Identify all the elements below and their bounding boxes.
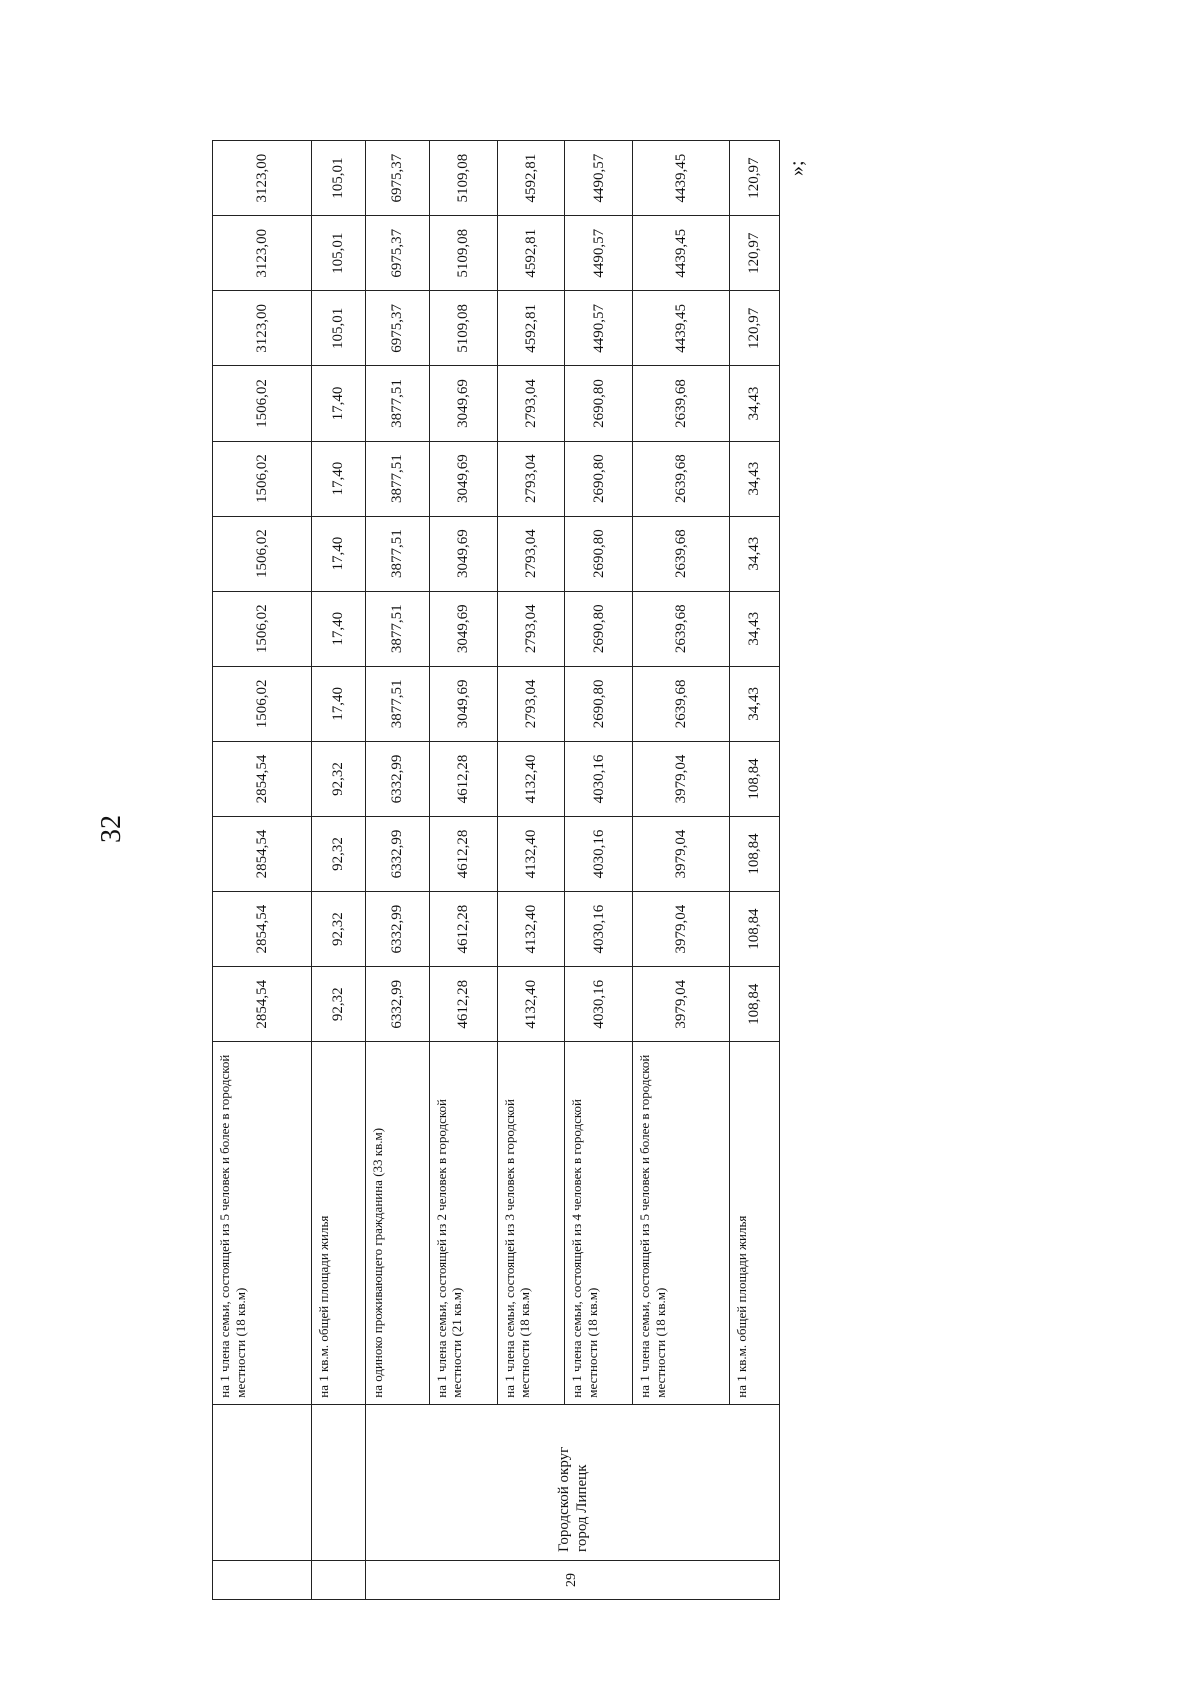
value-cell: 2639,68 [633,441,729,516]
value-cell: 105,01 [311,141,366,216]
value-cell: 2854,54 [213,892,312,967]
row-label: на 1 члена семьи, состоящей из 4 человек в городской местности (18 кв.м) [565,1042,633,1404]
value-cell: 6975,37 [366,141,429,216]
table-row [213,141,312,1600]
value-cell: 4439,45 [633,141,729,216]
value-cell: 6332,99 [366,816,429,891]
row-label: на 1 кв.м. общей площади жилья [311,1042,366,1404]
value-cell: 1506,02 [213,366,312,441]
value-cell: 2854,54 [213,967,312,1042]
value-cell: 34,43 [729,591,779,666]
value-cell: 4030,16 [565,892,633,967]
value-cell: 2639,68 [633,366,729,441]
value-cell: 17,40 [311,441,366,516]
value-cell: 4439,45 [633,216,729,291]
value-cell: 4592,81 [497,291,565,366]
row-label: на 1 кв.м. общей площади жилья [729,1042,779,1404]
value-cell: 3877,51 [366,366,429,441]
value-cell: 105,01 [311,216,366,291]
value-cell: 2690,80 [565,441,633,516]
value-cell: 17,40 [311,666,366,741]
value-cell: 92,32 [311,816,366,891]
value-cell: 4490,57 [565,216,633,291]
row-label: на 1 члена семьи, состоящей из 2 человек в городской местности (21 кв.м) [429,1042,497,1404]
row-label: на 1 члена семьи, состоящей из 5 человек и более в городской местности (18 кв.м) [633,1042,729,1404]
value-cell: 17,40 [311,516,366,591]
value-cell: 3877,51 [366,441,429,516]
value-cell: 4612,28 [429,741,497,816]
value-cell: 6332,99 [366,741,429,816]
value-cell: 3049,69 [429,366,497,441]
value-cell: 92,32 [311,967,366,1042]
value-cell: 4132,40 [497,892,565,967]
value-cell: 2690,80 [565,516,633,591]
value-cell: 3877,51 [366,591,429,666]
value-cell: 2690,80 [565,591,633,666]
value-cell: 3979,04 [633,892,729,967]
value-cell: 2793,04 [497,441,565,516]
value-cell: 2793,04 [497,366,565,441]
value-cell: 2639,68 [633,666,729,741]
value-cell: 4612,28 [429,816,497,891]
value-cell: 108,84 [729,892,779,967]
tariff-table [212,140,780,1600]
value-cell: 34,43 [729,516,779,591]
value-cell: 4612,28 [429,967,497,1042]
table-row [633,141,729,1600]
value-cell: 2690,80 [565,366,633,441]
value-cell: 3877,51 [366,666,429,741]
value-cell: 108,84 [729,816,779,891]
row-label: на одиноко проживающего гражданина (33 кв.м) [366,1042,429,1404]
value-cell: 5109,08 [429,216,497,291]
value-cell: 2793,04 [497,516,565,591]
table-row [565,141,633,1600]
value-cell: 2793,04 [497,591,565,666]
value-cell: 3123,00 [213,291,312,366]
value-cell: 2793,04 [497,666,565,741]
value-cell: 5109,08 [429,141,497,216]
value-cell: 120,97 [729,216,779,291]
rotated-table-container [212,140,780,1600]
value-cell: 4439,45 [633,291,729,366]
value-cell: 6975,37 [366,216,429,291]
value-cell: 3979,04 [633,816,729,891]
value-cell: 120,97 [729,141,779,216]
value-cell: 3049,69 [429,666,497,741]
table-row [311,141,366,1600]
table-row [497,141,565,1600]
value-cell: 4132,40 [497,741,565,816]
value-cell: 120,97 [729,291,779,366]
value-cell: 1506,02 [213,591,312,666]
value-cell: 3049,69 [429,591,497,666]
value-cell: 92,32 [311,892,366,967]
value-cell: 2639,68 [633,516,729,591]
value-cell: 2690,80 [565,666,633,741]
value-cell: 1506,02 [213,441,312,516]
value-cell: 34,43 [729,366,779,441]
value-cell: 105,01 [311,291,366,366]
value-cell: 108,84 [729,741,779,816]
page-number: 32 [96,815,127,843]
value-cell: 6332,99 [366,967,429,1042]
empty-cell [213,1560,312,1599]
value-cell: 92,32 [311,741,366,816]
value-cell: 4030,16 [565,741,633,816]
closing-mark: »; [786,160,808,176]
value-cell: 3123,00 [213,216,312,291]
value-cell: 3123,00 [213,141,312,216]
value-cell: 34,43 [729,666,779,741]
table-row [429,141,497,1600]
municipality-name: Городской округ город Липецк [366,1404,780,1560]
table-row [366,141,429,1600]
value-cell: 4612,28 [429,892,497,967]
value-cell: 34,43 [729,441,779,516]
value-cell: 6332,99 [366,892,429,967]
value-cell: 4030,16 [565,816,633,891]
row-number: 29 [366,1560,780,1599]
value-cell: 4490,57 [565,291,633,366]
value-cell: 4132,40 [497,967,565,1042]
row-label: на 1 члена семьи, состоящей из 5 человек и более в городской местности (18 кв.м) [213,1042,312,1404]
value-cell: 4030,16 [565,967,633,1042]
value-cell: 3049,69 [429,441,497,516]
empty-cell [213,1404,312,1560]
value-cell: 3877,51 [366,516,429,591]
value-cell: 2854,54 [213,816,312,891]
value-cell: 3979,04 [633,967,729,1042]
row-label: на 1 члена семьи, состоящей из 3 человек в городской местности (18 кв.м) [497,1042,565,1404]
value-cell: 4592,81 [497,216,565,291]
value-cell: 2639,68 [633,591,729,666]
table-row [729,141,779,1600]
value-cell: 2854,54 [213,741,312,816]
value-cell: 108,84 [729,967,779,1042]
value-cell: 17,40 [311,591,366,666]
empty-cell [311,1560,366,1599]
value-cell: 1506,02 [213,516,312,591]
value-cell: 5109,08 [429,291,497,366]
empty-cell [311,1404,366,1560]
value-cell: 4132,40 [497,816,565,891]
value-cell: 3049,69 [429,516,497,591]
value-cell: 3979,04 [633,741,729,816]
value-cell: 17,40 [311,366,366,441]
value-cell: 6975,37 [366,291,429,366]
value-cell: 1506,02 [213,666,312,741]
value-cell: 4490,57 [565,141,633,216]
value-cell: 4592,81 [497,141,565,216]
